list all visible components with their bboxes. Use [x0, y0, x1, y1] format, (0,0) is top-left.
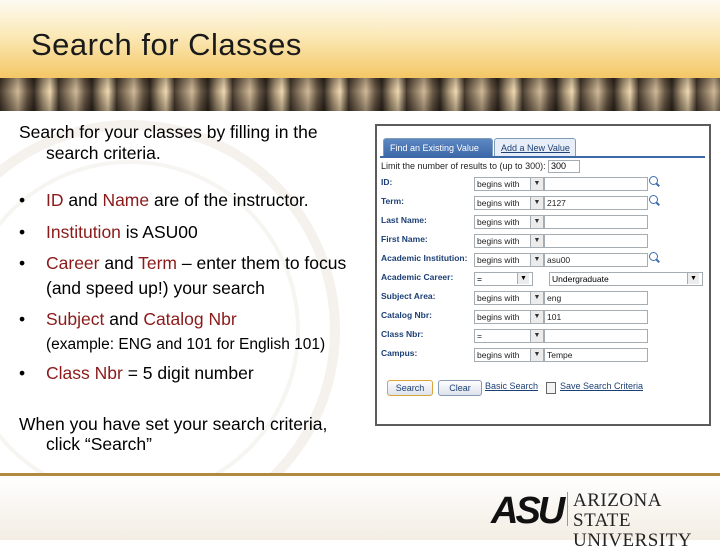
bullet-class-nbr [19, 361, 379, 386]
lookup-search-icon[interactable] [649, 195, 659, 205]
chevron-down-icon[interactable]: ▼ [530, 291, 544, 305]
field-label: Academic Career: [381, 272, 454, 282]
field-label: Academic Institution: [381, 253, 468, 263]
intro-text [19, 122, 369, 164]
chevron-down-icon[interactable]: ▼ [517, 273, 529, 284]
chevron-down-icon[interactable]: ▼ [530, 310, 544, 324]
id-input[interactable] [544, 177, 648, 191]
chevron-down-icon[interactable]: ▼ [530, 253, 544, 267]
last-name-input[interactable] [544, 215, 648, 229]
catalog-nbr-input[interactable]: 101 [544, 310, 648, 324]
bullet-dot: • [19, 309, 26, 329]
institution-input[interactable]: asu00 [544, 253, 648, 267]
operator-select[interactable]: = [474, 329, 533, 343]
chevron-down-icon[interactable]: ▼ [687, 273, 699, 284]
operator-value: = [477, 274, 482, 284]
campus-input[interactable]: Tempe [544, 348, 648, 362]
field-label: Last Name: [381, 215, 427, 225]
operator-select[interactable]: begins with [474, 253, 533, 267]
bullet-text: is ASU00 [120, 222, 198, 242]
bullet-example: (example: ENG and 101 for English 101) [46, 336, 326, 353]
slide-title: Search for Classes [31, 27, 302, 62]
bullet-keyword: Class Nbr [46, 363, 123, 383]
lookup-search-icon[interactable] [649, 252, 659, 262]
operator-select[interactable]: begins with [474, 196, 533, 210]
bullet-keyword: ID [46, 190, 64, 210]
operator-select[interactable]: begins with [474, 291, 533, 305]
university-name-line-1: ARIZONA STATE [573, 490, 661, 531]
bullet-text: are of the instructor. [149, 190, 309, 210]
bullet-keyword: Subject [46, 309, 105, 329]
tab-add-new-value[interactable]: Add a New Value [494, 138, 576, 157]
class-nbr-input[interactable] [544, 329, 648, 343]
career-select[interactable]: Undergraduate [549, 272, 703, 286]
save-criteria-icon[interactable] [546, 382, 556, 394]
logo-divider [567, 492, 568, 526]
outro-text [19, 414, 389, 454]
chevron-down-icon[interactable]: ▼ [530, 215, 544, 229]
bullet-career-term [19, 251, 379, 301]
field-label: Catalog Nbr: [381, 310, 432, 320]
tab-underline [380, 156, 705, 158]
search-button[interactable]: Search [387, 380, 433, 396]
basic-search-link[interactable]: Basic Search [485, 381, 539, 391]
university-name [573, 491, 720, 551]
limit-results-input[interactable]: 300 [548, 160, 580, 173]
intro-line-1: Search for your classes by filling in the [19, 122, 318, 142]
term-input[interactable]: 2127 [544, 196, 648, 210]
save-search-criteria-link[interactable]: Save Search Criteria [560, 381, 644, 391]
bullet-keyword: Career [46, 253, 100, 273]
bullet-keyword: Institution [46, 222, 121, 242]
university-name-line-2: UNIVERSITY [573, 530, 692, 551]
class-search-screenshot [375, 124, 711, 426]
operator-select[interactable]: begins with [474, 310, 533, 324]
first-name-input[interactable] [544, 234, 648, 248]
bullet-text: and [63, 190, 103, 210]
field-label: First Name: [381, 234, 428, 244]
bullet-dot: • [19, 190, 26, 210]
operator-select[interactable]: begins with [474, 215, 533, 229]
field-label: ID: [381, 177, 393, 187]
chevron-down-icon[interactable]: ▼ [530, 234, 544, 248]
bullet-keyword: Term [138, 253, 177, 273]
bullet-institution [19, 220, 379, 245]
chevron-down-icon[interactable]: ▼ [530, 329, 544, 343]
field-label: Term: [381, 196, 404, 206]
operator-select[interactable]: begins with [474, 348, 533, 362]
field-label: Subject Area: [381, 291, 436, 301]
tab-find-existing-value[interactable]: Find an Existing Value [383, 138, 493, 157]
chevron-down-icon[interactable]: ▼ [530, 348, 544, 362]
bullet-dot: • [19, 222, 26, 242]
title-band [0, 0, 720, 78]
bullet-keyword: Name [102, 190, 150, 210]
bullet-text: = 5 digit number [122, 363, 254, 383]
lookup-search-icon[interactable] [649, 176, 659, 186]
clear-button[interactable]: Clear [438, 380, 482, 396]
intro-line-2: search criteria. [46, 143, 161, 163]
subject-input[interactable]: eng [544, 291, 648, 305]
bullet-keyword: Catalog Nbr [143, 309, 237, 329]
bullet-text: and [99, 253, 139, 273]
bullet-dot: • [19, 363, 26, 383]
outro-line-1: When you have set your search criteria, [19, 414, 328, 434]
campus-photo-strip [0, 78, 720, 111]
bullet-subject-catalog [19, 307, 379, 357]
chevron-down-icon[interactable]: ▼ [530, 196, 544, 210]
field-label: Campus: [381, 348, 418, 358]
bullet-id-name [19, 188, 379, 213]
operator-select[interactable]: begins with [474, 177, 533, 191]
bullet-dot: • [19, 253, 26, 273]
field-label: Class Nbr: [381, 329, 424, 339]
asu-logo: ASU [491, 490, 563, 532]
bullet-text: and [104, 309, 144, 329]
chevron-down-icon[interactable]: ▼ [530, 177, 544, 191]
limit-results-label: Limit the number of results to (up to 300): [381, 161, 546, 171]
bullet-text: – enter them to focus (and speed up!) your search [46, 253, 347, 298]
operator-select[interactable]: begins with [474, 234, 533, 248]
instruction-bullets [19, 188, 379, 386]
outro-line-2: click “Search” [46, 434, 152, 454]
